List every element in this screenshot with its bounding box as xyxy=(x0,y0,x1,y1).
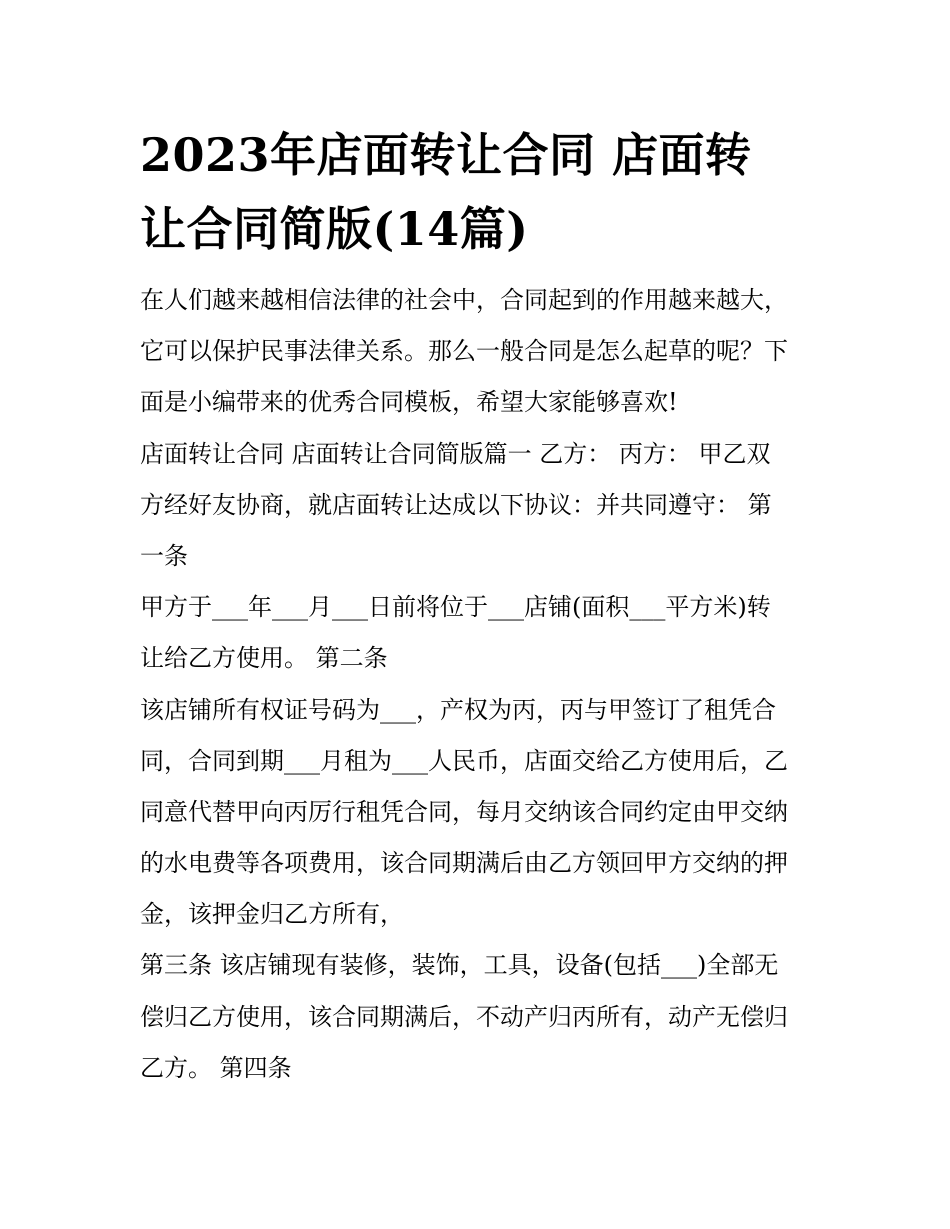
body-line: 方经好友协商，就店面转让达成以下协议：并共同遵守： 第 xyxy=(140,490,772,519)
body-line: 乙方。 第四条 xyxy=(140,1053,292,1082)
body-line: 让给乙方使用。 第二条 xyxy=(140,644,388,673)
body-line: 第三条 该店铺现有装修，装饰，工具，设备(包括___)全部无 xyxy=(140,951,779,980)
title-line: 让合同简版(14篇) xyxy=(140,202,529,256)
body-line: 面是小编带来的优秀合同模板，希望大家能够喜欢! xyxy=(140,388,678,417)
document-title xyxy=(140,118,820,266)
body-line: 偿归乙方使用，该合同期满后，不动产归丙所有，动产无偿归 xyxy=(140,1002,788,1031)
body-line: 它可以保护民事法律关系。那么一般合同是怎么起草的呢？下 xyxy=(140,337,788,366)
body-line: 同意代替甲向丙厉行租凭合同，每月交纳该合同约定由甲交纳 xyxy=(140,797,788,826)
body-line: 的水电费等各项费用，该合同期满后由乙方领回甲方交纳的押 xyxy=(140,849,788,878)
body-line: 甲方于___年___月___日前将位于___店铺(面积___平方米)转 xyxy=(140,593,771,622)
document-body xyxy=(140,275,820,1094)
body-line: 店面转让合同 店面转让合同简版篇一 乙方： 丙方： 甲乙双 xyxy=(140,439,771,468)
body-line: 一条 xyxy=(140,541,188,570)
body-line: 同，合同到期___月租为___人民币，店面交给乙方使用后，乙 xyxy=(140,746,788,775)
title-line: 2023年店面转让合同 店面转 xyxy=(140,128,752,182)
body-line: 金，该押金归乙方所有， xyxy=(140,900,404,929)
body-line: 该店铺所有权证号码为___，产权为丙，丙与甲签订了租凭合 xyxy=(140,695,776,724)
body-line: 在人们越来越相信法律的社会中，合同起到的作用越来越大， xyxy=(140,286,788,314)
